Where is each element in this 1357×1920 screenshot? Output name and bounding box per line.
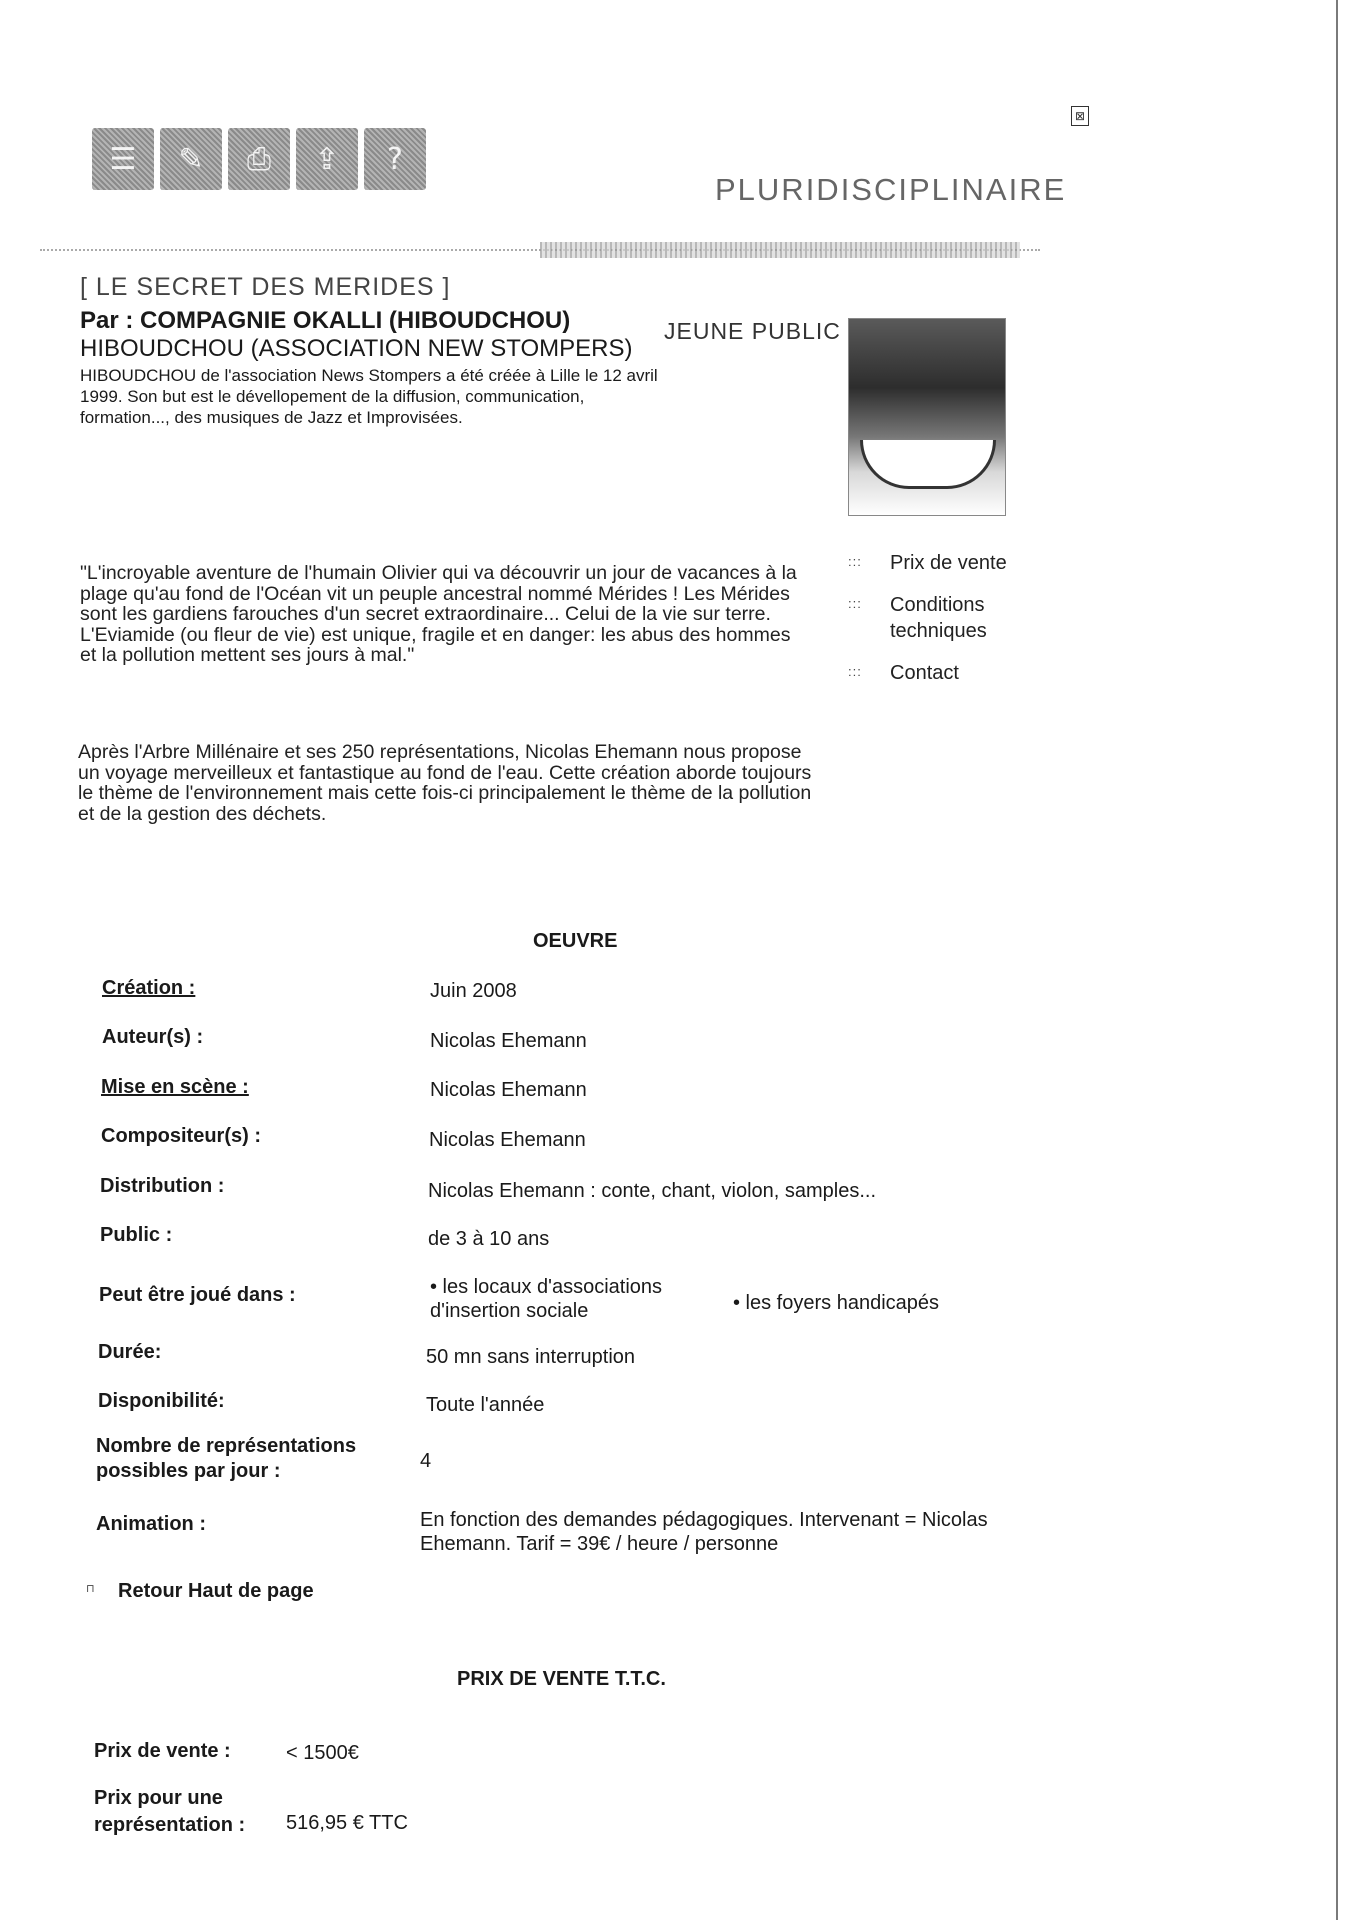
row-label-animation: Animation : — [96, 1513, 206, 1535]
row-label-distribution: Distribution : — [100, 1175, 225, 1197]
bullet-icon: ::: — [848, 554, 862, 569]
bullet-icon: ::: — [848, 664, 862, 679]
toolbar — [92, 128, 426, 194]
row-value-nombre-representations: 4 — [420, 1450, 432, 1472]
row-value-public: de 3 à 10 ans — [428, 1228, 550, 1250]
audience-badge: JEUNE PUBLIC — [664, 318, 841, 344]
back-to-top-icon[interactable]: ⊓ — [86, 1583, 95, 1595]
row-label-prix-de-vente: Prix de vente : — [94, 1740, 231, 1762]
divider-shading — [540, 242, 1020, 258]
oeuvre-heading: OEUVRE — [533, 930, 618, 952]
help-icon[interactable]: ? — [364, 128, 426, 190]
row-value-distribution: Nicolas Ehemann : conte, chant, violon, samples... — [428, 1180, 877, 1202]
bullet-icon: ::: — [848, 596, 862, 611]
prix-heading: PRIX DE VENTE T.T.C. — [457, 1668, 666, 1690]
row-label-prix-representation: Prix pour une représentation : — [94, 1787, 246, 1836]
row-value-lieux-1: • les locaux d'associations d'insertion sociale — [430, 1276, 663, 1322]
row-label-nombre-representations: Nombre de représentations possibles par jour : — [96, 1435, 357, 1482]
row-value-mise-en-scene: Nicolas Ehemann — [430, 1079, 587, 1101]
link-label[interactable]: Prix de vente — [890, 552, 1007, 574]
link-prix-de-vente[interactable] — [848, 550, 1050, 576]
row-value-duree: 50 mn sans interruption — [426, 1346, 636, 1368]
company-subtitle: HIBOUDCHOU (ASSOCIATION NEW STOMPERS) — [80, 335, 633, 362]
list-icon[interactable]: ☰ — [92, 128, 154, 190]
row-value-creation: Juin 2008 — [430, 980, 517, 1002]
search-icon[interactable]: ✎ — [160, 128, 222, 190]
page-edge-line — [1336, 0, 1338, 1920]
share-icon[interactable]: ⇪ — [296, 128, 358, 190]
close-icon[interactable]: ⊠ — [1071, 106, 1089, 126]
link-label[interactable]: Contact — [890, 662, 959, 684]
back-to-top-link[interactable]: Retour Haut de page — [118, 1580, 314, 1602]
row-value-animation: En fonction des demandes pédagogiques. Intervenant = Nicolas Ehemann. Tarif = 39€ / heure / personne — [420, 1509, 988, 1555]
row-value-compositeurs: Nicolas Ehemann — [429, 1129, 586, 1151]
row-value-lieux-2: • les foyers handicapés — [733, 1292, 940, 1314]
show-title: [ LE SECRET DES MERIDES ] — [80, 273, 451, 301]
company-description: HIBOUDCHOU de l'association News Stompers a été créée à Lille le 12 avril 1999. Son but est le dévellopement de la diffusion, communication, formation..., des musiques de Jazz et Improvisées. — [80, 366, 658, 427]
show-quote: "L'incroyable aventure de l'humain Olivier qui va découvrir un jour de vacances à la plage qu'au fond de l'Océan vit un peuple ancestral nommé Mérides ! Les Mérides sont les gardiens farouches d'un secret extraordinaire... Celui de la vie sur terre. L'Eviamide (ou fleur de vie) est unique, fragile et en danger: les abus des hommes et la pollution mettent ses jours à mal." — [80, 562, 797, 666]
side-links — [848, 550, 1050, 702]
print-icon[interactable]: ⎙ — [228, 128, 290, 190]
row-value-prix-de-vente: < 1500€ — [286, 1742, 359, 1764]
row-value-auteurs: Nicolas Ehemann — [430, 1030, 587, 1052]
row-label-auteurs: Auteur(s) : — [102, 1026, 204, 1048]
link-conditions-techniques[interactable] — [848, 592, 1050, 644]
row-label-disponibilite: Disponibilité: — [98, 1390, 225, 1412]
row-label-public: Public : — [100, 1224, 173, 1246]
link-contact[interactable] — [848, 660, 1050, 686]
show-paragraph: Après l'Arbre Millénaire et ses 250 représentations, Nicolas Ehemann nous propose un voyage merveilleux et fantastique au fond de l'eau. Cette création aborde toujours le thème de l'environnement mais cette fois-ci principalement le thème de la pollution et de la gestion des déchets. — [78, 741, 812, 825]
row-value-prix-representation: 516,95 € TTC — [286, 1812, 408, 1834]
link-label[interactable]: Conditions techniques — [890, 594, 987, 642]
row-label-mise-en-scene[interactable]: Mise en scène : — [101, 1076, 249, 1098]
company-name: Par : COMPAGNIE OKALLI (HIBOUDCHOU) — [80, 307, 571, 334]
row-label-peut-etre-joue: Peut être joué dans : — [99, 1284, 296, 1306]
category-heading: PLURIDISCIPLINAIRE — [715, 172, 1067, 207]
row-label-duree: Durée: — [98, 1341, 162, 1363]
row-value-disponibilite: Toute l'année — [426, 1394, 545, 1416]
row-label-creation[interactable]: Création : — [102, 977, 196, 999]
row-label-compositeurs: Compositeur(s) : — [101, 1125, 261, 1147]
